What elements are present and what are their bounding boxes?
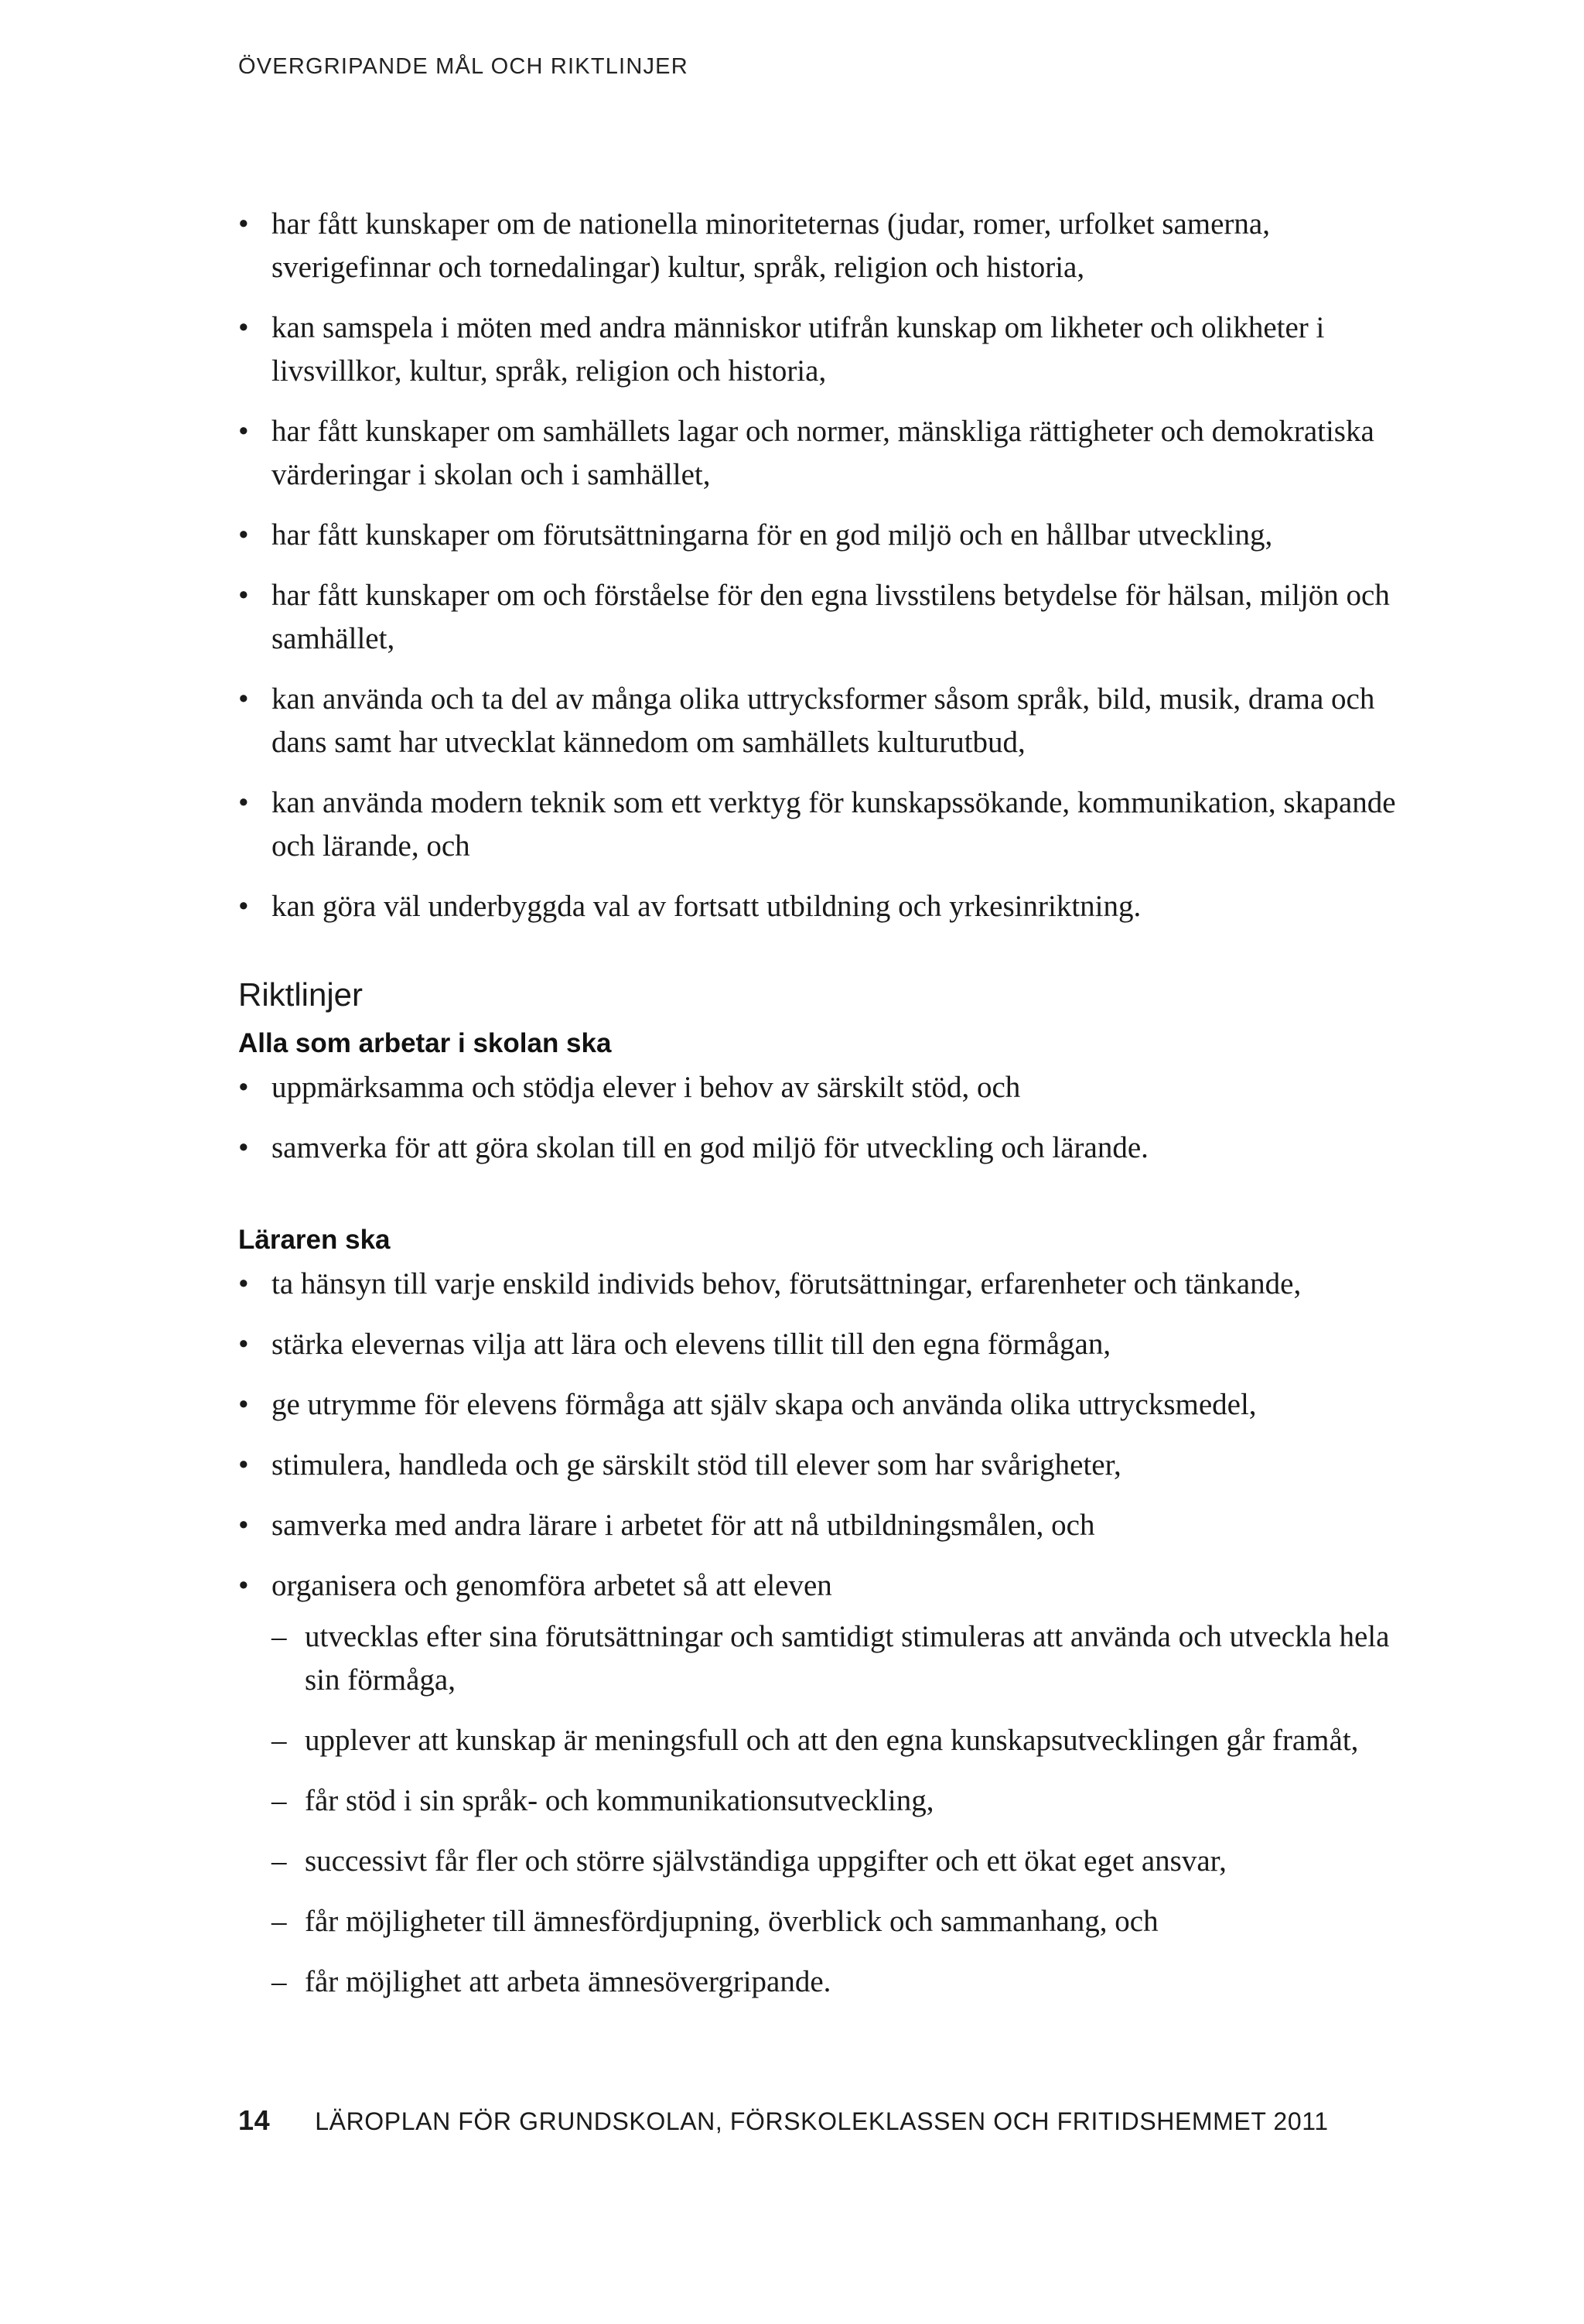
sub-item: – utvecklas efter sina förutsättningar och samtidigt stimuleras att använda och utveckla hela sin förmåga, [271,1615,1398,1702]
goals-list [238,203,1398,928]
all-staff-list [238,1066,1398,1170]
goal-item: • har fått kunskaper om de nationella minoriteternas (judar, romer, urfolket samerna, sverigefinnar och tornedalingar) kultur, språk, religion och historia, [238,203,1398,289]
goal-item: • har fått kunskaper om och förståelse för den egna livsstilens betydelse för hälsan, miljön och samhället, [238,574,1398,661]
page-footer [238,2104,1329,2137]
guideline-item: • stärka elevernas vilja att lära och elevens tillit till den egna förmågan, [238,1323,1398,1366]
guideline-item-with-subitems [238,1564,1398,2004]
page-number: 14 [238,2104,271,2136]
subheading-teacher: Läraren ska [238,1225,391,1255]
running-header: ÖVERGRIPANDE MÅL OCH RIKTLINJER [238,54,688,79]
subheading-all-staff: Alla som arbetar i skolan ska [238,1028,612,1058]
goal-item: • kan använda modern teknik som ett verktyg för kunskapssökande, kommunikation, skapande och lärande, och [238,781,1398,868]
guideline-item-text: organisera och genomföra arbetet så att eleven [271,1569,832,1602]
sub-item: – får möjlighet att arbeta ämnesövergripande. [271,1960,1398,2004]
guideline-item: • ta hänsyn till varje enskild individs behov, förutsättningar, erfarenheter och tänkande, [238,1263,1398,1306]
goal-item: • kan samspela i möten med andra människor utifrån kunskap om likheter och olikheter i livsvillkor, kultur, språk, religion och historia, [238,306,1398,393]
guideline-item: • samverka för att göra skolan till en god miljö för utveckling och lärande. [238,1126,1398,1170]
goal-item: • har fått kunskaper om förutsättningarna för en god miljö och en hållbar utveckling, [238,514,1398,557]
sub-item: – får stöd i sin språk- och kommunikationsutveckling, [271,1779,1398,1823]
guideline-item: • samverka med andra lärare i arbetet för att nå utbildningsmålen, och [238,1504,1398,1547]
guideline-item: • uppmärksamma och stödja elever i behov av särskilt stöd, och [238,1066,1398,1109]
sub-item: – upplever att kunskap är meningsfull och att den egna kunskapsutvecklingen går framåt, [271,1719,1398,1762]
goal-item: • kan göra väl underbyggda val av fortsatt utbildning och yrkesinriktning. [238,885,1398,928]
goal-item: • kan använda och ta del av många olika uttrycksformer såsom språk, bild, musik, drama och dans samt har utvecklat kännedom om samhällets kulturutbud, [238,678,1398,764]
goal-item: • har fått kunskaper om samhällets lagar och normer, mänskliga rättigheter och demokratiska värderingar i skolan och i samhället, [238,410,1398,497]
sub-item: – successivt får fler och större självständiga uppgifter och ett ökat eget ansvar, [271,1840,1398,1883]
guideline-item: • ge utrymme för elevens förmåga att själv skapa och använda olika uttrycksmedel, [238,1383,1398,1427]
teacher-sublist [271,1615,1398,2004]
page-content [238,203,1398,2021]
teacher-list [238,1263,1398,2004]
guideline-item: • stimulera, handleda och ge särskilt stöd till elever som har svårigheter, [238,1444,1398,1487]
sub-item: – får möjligheter till ämnesfördjupning, överblick och sammanhang, och [271,1900,1398,1943]
section-heading-riktlinjer: Riktlinjer [238,976,364,1013]
publication-title: LÄROPLAN FÖR GRUNDSKOLAN, FÖRSKOLEKLASSEN OCH FRITIDSHEMMET 2011 [315,2107,1329,2135]
